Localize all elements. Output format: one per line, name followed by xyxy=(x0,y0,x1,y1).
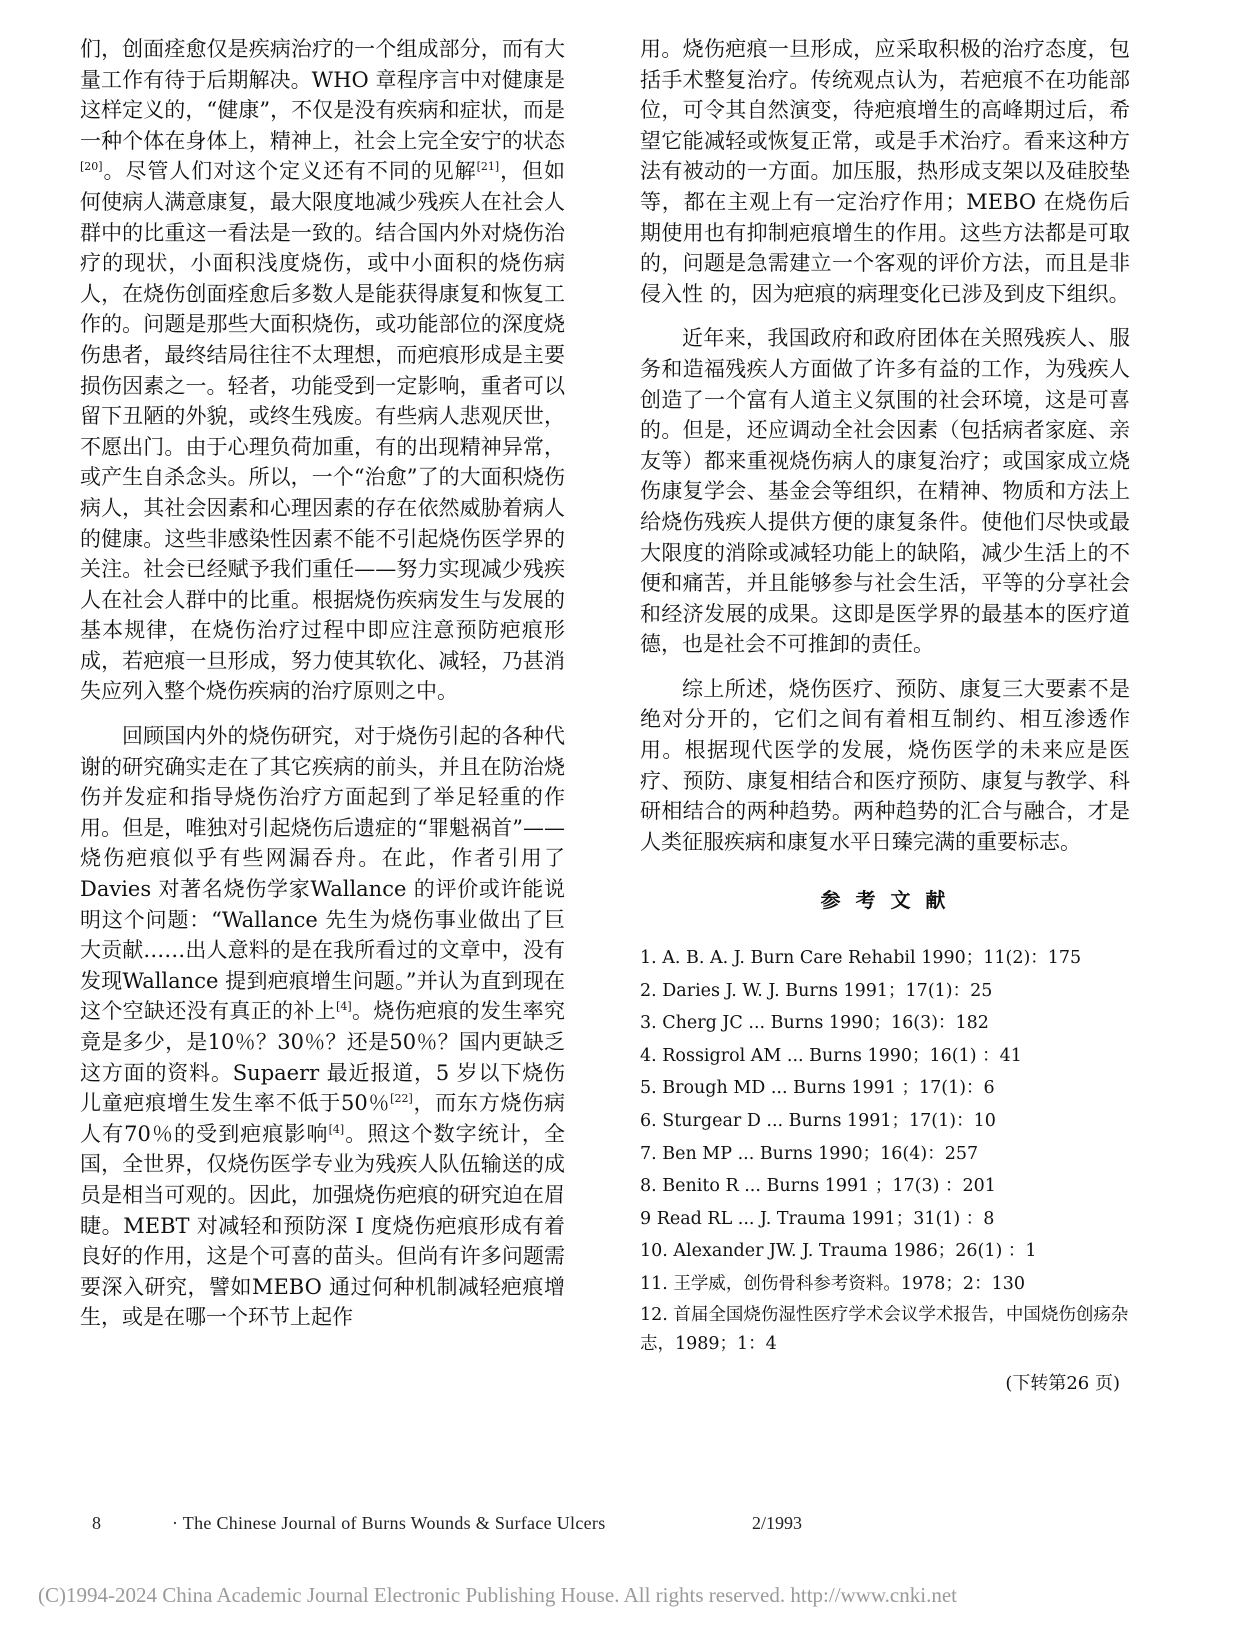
reference-item: 5. Brough MD ... Burns 1991 ；17(1)：6 xyxy=(640,1078,995,1099)
reference-list xyxy=(640,942,1130,1359)
reference-item: 8. Benito R ... Burns 1991 ；17(3) ：201 xyxy=(640,1176,996,1197)
left-paragraph-2: 回顾国内外的烧伤研究，对于烧伤引起的各种代谢的研究确实走在了其它疾病的前头，并且在防治烧伤并发症和指导烧伤治疗方面起到了举足轻重的作用。但是，唯独对引起烧伤后遗症的“罪魁祸首”——烧伤疤痕似乎有些网漏吞舟。在此，作者引用了Davies 对著名烧伤学家Wallance 的评价或许能说明这个问题：“Wallance 先生为烧伤事业做出了巨大贡献……出人意料的是在我所看过的文章中，没有发现Wallance 提到疤痕增生问题。”并认为直到现在这个空缺还没有真正的补上[4]。烧伤疤痕的发生率究竟是多少，是10％？30％？还是50％？国内更缺乏这方面的资料。Supaerr 最近报道，5 岁以下烧伤儿童疤痕增生发生率不低于50％[22]，而东方烧伤病人有70％的受到疤痕影响[4]。照这个数字统计，全国，全世界，仅烧伤医学专业为残疾人队伍输送的成员是相当可观的。因此，加强烧伤疤痕的研究迫在眉睫。MEBT 对减轻和预防深 I 度烧伤疤痕形成有着良好的作用，这是个可喜的苗头。但尚有许多问题需要深入研究，譬如MEBO 通过何种机制减轻疤痕增生，或是在哪一个环节上起作 xyxy=(80,724,566,1330)
citation-ref: [22] xyxy=(390,1092,413,1106)
continued-note: (下转第26 页) xyxy=(1005,1372,1120,1394)
right-paragraph-2: 近年来，我国政府和政府团体在关照残疾人、服务和造福残疾人方面做了许多有益的工作，为残疾人创造了一个富有人道主义氛围的社会环境，这是可喜的。但是，还应调动全社会因素（包括病者家庭、亲友等）都来重视烧伤病人的康复治疗；或国家成立烧伤康复学会、基金会等组织，在精神、物质和方法上给烧伤残疾人提供方便的康复条件。使他们尽快或最大限度的消除或减轻功能上的缺陷，减少生活上的不便和痛苦，并且能够参与社会生活，平等的分享社会和经济发展的成果。这即是医学界的最基本的医疗道德，也是社会不可推卸的责任。 xyxy=(640,326,1130,657)
reference-item: 12. 首届全国烧伤湿性医疗学术会议学术报告，中国烧伤创疡杂志，1989；1：4 xyxy=(640,1304,1129,1354)
reference-item: 1. A. B. A. J. Burn Care Rehabil 1990；11(2)：175 xyxy=(640,948,1082,969)
references-heading: 参 考 文 献 xyxy=(820,888,950,913)
reference-item: 6. Sturgear D ... Burns 1991；17(1)：10 xyxy=(640,1111,996,1131)
copyright-notice: (C)1994-2024 China Academic Journal Electronic Publishing House. All rights reserved. http://www.cnki.net xyxy=(38,1583,957,1607)
reference-item: 3. Cherg JC ... Burns 1990；16(3)：182 xyxy=(640,1013,989,1034)
citation-ref: [20] xyxy=(80,160,103,174)
left-column xyxy=(80,34,565,1333)
citation-ref: [4] xyxy=(328,1122,345,1136)
right-paragraph-1: 用。烧伤疤痕一旦形成，应采取积极的治疗态度，包括手术整复治疗。传统观点认为，若疤痕不在功能部位，可令其自然演变，待疤痕增生的高峰期过后，希望它能减轻或恢复正常，或是手术治疗。看来这种方法有被动的一方面。加压服，热形成支架以及硅胶垫等，都在主观上有一定治疗作用；MEBO 在烧伤后期使用也有抑制疤痕增生的作用。这些方法都是可取的，问题是急需建立一个客观的评价方法，而且是非侵入性 的，因为疤痕的病理变化已涉及到皮下组织。 xyxy=(640,37,1130,306)
page-number: 8 xyxy=(92,1513,101,1533)
reference-item: 2. Daries J. W. J. Burns 1991；17(1)：25 xyxy=(640,980,993,1001)
issue-number: 2/1993 xyxy=(752,1513,803,1533)
right-paragraph-3: 综上所述，烧伤医疗、预防、康复三大要素不是绝对分开的，它们之间有着相互制约、相互渗透作用。根据现代医学的发展，烧伤医学的未来应是医疗、预防、康复相结合和医疗预防、康复与教学、科研相结合的两种趋势。两种趋势的汇合与融合，才是人类征服疾病和康复水平日臻完满的重要标志。 xyxy=(640,676,1130,854)
reference-item: 9 Read RL ... J. Trauma 1991；31(1) ：8 xyxy=(640,1208,995,1229)
reference-item: 11. 王学威，创伤骨科参考资料。1978；2：130 xyxy=(640,1273,1025,1294)
reference-item: 7. Ben MP ... Burns 1990；16(4)：257 xyxy=(640,1143,979,1164)
citation-ref: [21] xyxy=(476,160,500,174)
citation-ref: [4] xyxy=(336,1000,352,1014)
right-column xyxy=(640,34,1130,1399)
reference-item: 4. Rossigrol AM ... Burns 1990；16(1) ：41 xyxy=(640,1045,1022,1066)
left-paragraph-1: 们，创面痊愈仅是疾病治疗的一个组成部分，而有大量工作有待于后期解决。WHO 章程序言中对健康是这样定义的，“健康”，不仅是没有疾病和症状，而是一种个体在身体上，精神上，社会上完全安宁的状态[20]。尽管人们对这个定义还有不同的见解[21]，但如何使病人满意康复，最大限度地减少残疾人在社会人群中的比重这一看法是一致的。结合国内外对烧伤治疗的现状，小面积浅度烧伤，或中小面积的烧伤病人，在烧伤创面痊愈后多数人是能获得康复和恢复工作的。问题是那些大面积烧伤，或功能部位的深度烧伤患者，最终结局往往不太理想，而疤痕形成是主要损伤因素之一。轻者，功能受到一定影响，重者可以留下丑陋的外貌，或终生残废。有些病人悲观厌世，不愿出门。由于心理负荷加重，有的出现精神异常，或产生自杀念头。所以，一个“治愈”了的大面积烧伤病人，其社会因素和心理因素的存在依然威胁着病人的健康。这些非感染性因素不能不引起烧伤医学界的关注。社会已经赋予我们重任——努力实现减少残疾人在社会人群中的比重。根据烧伤疾病发生与发展的基本规律，在烧伤治疗过程中即应注意预防疤痕形成，若疤痕一旦形成，努力使其软化、减轻，乃甚消失应列入整个烧伤疾病的治疗原则之中。 xyxy=(80,37,566,704)
reference-item: 10. Alexander JW. J. Trauma 1986；26(1) ：1 xyxy=(640,1241,1037,1262)
journal-name: · The Chinese Journal of Burns Wounds & Surface Ulcers xyxy=(172,1513,606,1533)
